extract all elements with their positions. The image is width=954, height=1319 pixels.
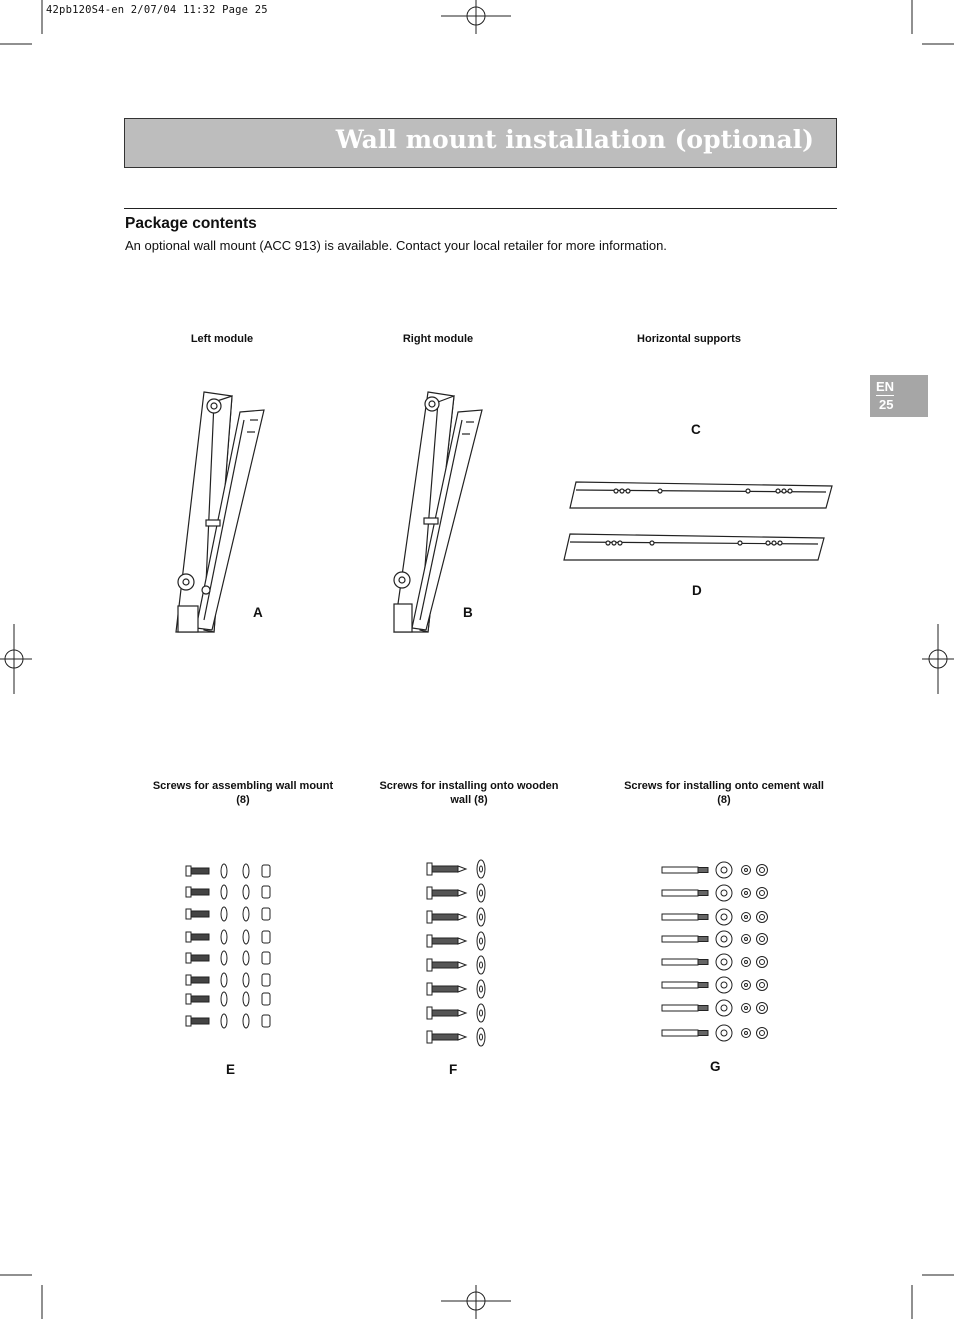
washer [243, 951, 249, 965]
washer-hole [721, 959, 727, 965]
nut-hole [760, 937, 765, 942]
screw-head [186, 975, 191, 985]
small-washer-hole [745, 938, 748, 941]
small-washer-hole [745, 892, 748, 895]
screw-tip [458, 1034, 466, 1040]
screw-tip [458, 866, 466, 872]
washer-hole [480, 890, 483, 896]
caption-screws-cement: Screws for installing onto cement wall (8) [624, 780, 824, 806]
washer [243, 930, 249, 944]
label-d: D [692, 583, 702, 598]
nut-hole [760, 983, 765, 988]
washer [221, 951, 227, 965]
screw-head [186, 1016, 191, 1026]
screw-head [186, 994, 191, 1004]
small-washer-hole [745, 916, 748, 919]
label-b: B [463, 605, 473, 620]
anchor-sleeve [662, 959, 698, 965]
screw-tip [458, 938, 466, 944]
hex-nut [262, 993, 270, 1005]
screw-bolt [191, 911, 209, 917]
screw-head [427, 983, 432, 995]
screw-bolt [191, 996, 209, 1002]
screw-thread [432, 1034, 458, 1040]
hex-nut [262, 1015, 270, 1027]
nut-hole [760, 868, 765, 873]
washer [221, 1014, 227, 1028]
screw-tip [458, 914, 466, 920]
screw-bolt [191, 868, 209, 874]
screw-thread [432, 1010, 458, 1016]
anchor-sleeve [662, 914, 698, 920]
screw-thread [432, 890, 458, 896]
washer-hole [480, 1010, 483, 1016]
anchor-sleeve [662, 982, 698, 988]
washer [243, 992, 249, 1006]
washer [221, 992, 227, 1006]
washer [243, 973, 249, 987]
anchor-tip [698, 915, 708, 920]
screw-head [186, 953, 191, 963]
anchor-tip [698, 1031, 708, 1036]
caption-right-module: Right module [402, 333, 474, 345]
washer-hole [721, 914, 727, 920]
label-g: G [710, 1059, 721, 1074]
screw-bolt [191, 977, 209, 983]
hex-nut [262, 974, 270, 986]
small-washer-hole [745, 1007, 748, 1010]
hex-nut [262, 931, 270, 943]
nut-hole [760, 915, 765, 920]
washer [221, 864, 227, 878]
anchor-tip [698, 983, 708, 988]
washer-hole [480, 866, 483, 872]
washer-hole [480, 986, 483, 992]
screw-head [427, 935, 432, 947]
screw-head [186, 932, 191, 942]
screw-tip [458, 962, 466, 968]
anchor-sleeve [662, 890, 698, 896]
section-title: Package contents [125, 215, 257, 232]
screw-head [427, 863, 432, 875]
caption-screws-assembling: Screws for assembling wall mount (8) [152, 780, 334, 806]
screw-bolt [191, 955, 209, 961]
anchor-tip [698, 937, 708, 942]
small-washer-hole [745, 869, 748, 872]
caption-left-module: Left module [190, 333, 254, 345]
screw-tip [458, 986, 466, 992]
nut-hole [760, 960, 765, 965]
anchor-sleeve [662, 936, 698, 942]
anchor-tip [698, 1006, 708, 1011]
screw-bolt [191, 889, 209, 895]
washer-hole [480, 938, 483, 944]
screw-bolt [191, 934, 209, 940]
washer [221, 930, 227, 944]
washer-hole [480, 914, 483, 920]
washer [243, 907, 249, 921]
washer [243, 864, 249, 878]
washer [243, 885, 249, 899]
page-number: 25 [879, 397, 894, 412]
nut-hole [760, 1006, 765, 1011]
screw-thread [432, 914, 458, 920]
screw-thread [432, 962, 458, 968]
label-e: E [226, 1062, 236, 1077]
washer-hole [721, 1005, 727, 1011]
screw-tip [458, 1010, 466, 1016]
small-washer-hole [745, 1032, 748, 1035]
page-title: Wall mount installation (optional) [335, 125, 814, 154]
anchor-sleeve [662, 867, 698, 873]
washer [221, 885, 227, 899]
label-f: F [449, 1062, 458, 1077]
anchor-sleeve [662, 1030, 698, 1036]
screw-head [427, 1007, 432, 1019]
screw-head [186, 909, 191, 919]
small-washer-hole [745, 961, 748, 964]
hex-nut [262, 865, 270, 877]
washer-hole [480, 962, 483, 968]
screw-thread [432, 866, 458, 872]
caption-screws-wooden: Screws for installing onto wooden wall (8) [379, 780, 559, 806]
small-washer-hole [745, 984, 748, 987]
washer-hole [721, 982, 727, 988]
nut-hole [760, 1031, 765, 1036]
caption-horizontal-supports: Horizontal supports [637, 333, 741, 345]
anchor-tip [698, 960, 708, 965]
washer-hole [721, 936, 727, 942]
language-label: EN [876, 379, 895, 394]
screw-thread [432, 986, 458, 992]
screw-head [427, 911, 432, 923]
screw-bolt [191, 1018, 209, 1024]
hex-nut [262, 952, 270, 964]
anchor-tip [698, 891, 708, 896]
label-a: A [253, 605, 263, 620]
nut-hole [760, 891, 765, 896]
washer-hole [721, 867, 727, 873]
anchor-tip [698, 868, 708, 873]
washer [221, 907, 227, 921]
washer-hole [480, 1034, 483, 1040]
screw-thread [432, 938, 458, 944]
screw-head [427, 1031, 432, 1043]
screw-head [427, 959, 432, 971]
screw-head [427, 887, 432, 899]
anchor-sleeve [662, 1005, 698, 1011]
washer-hole [721, 1030, 727, 1036]
intro-text: An optional wall mount (ACC 913) is available. Contact your local retailer for more information. [125, 238, 667, 253]
screw-head [186, 866, 191, 876]
washer [243, 1014, 249, 1028]
screw-tip [458, 890, 466, 896]
hex-nut [262, 886, 270, 898]
screw-head [186, 887, 191, 897]
hex-nut [262, 908, 270, 920]
washer [221, 973, 227, 987]
print-slug: 42pb120S4-en 2/07/04 11:32 Page 25 [46, 4, 268, 16]
label-c: C [691, 422, 701, 437]
washer-hole [721, 890, 727, 896]
